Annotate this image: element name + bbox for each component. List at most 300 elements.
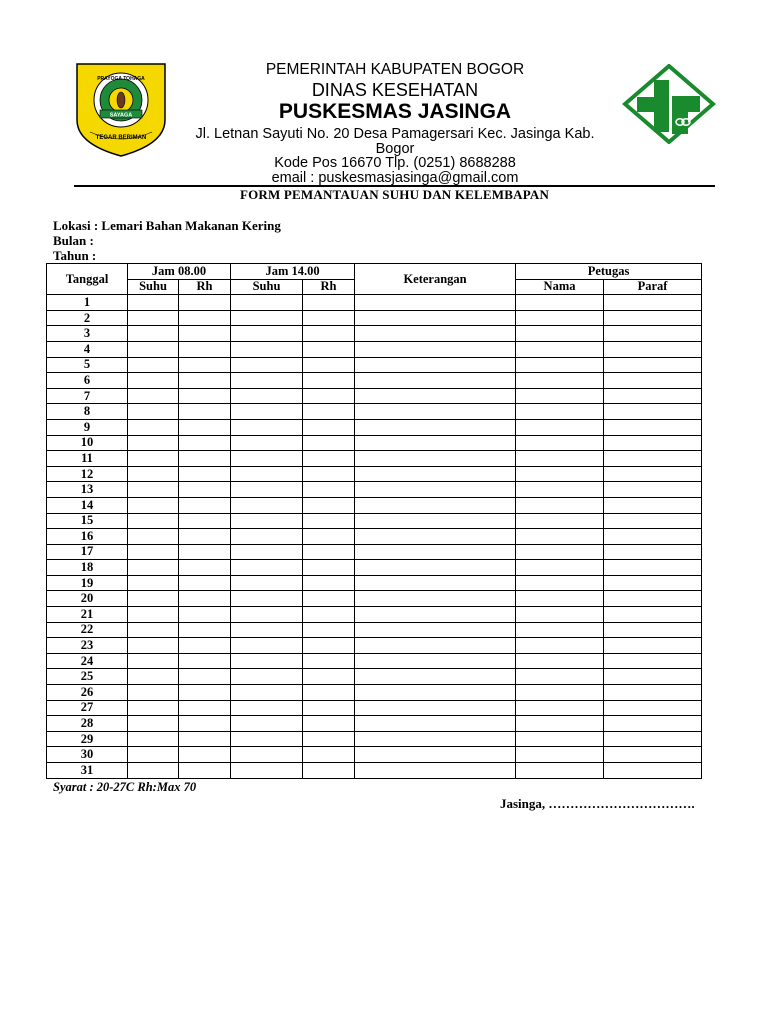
cell-tanggal: 11: [47, 451, 128, 467]
table-row: [47, 653, 702, 669]
cell-nama: [516, 388, 604, 404]
cell-jam1-suhu: [128, 653, 179, 669]
lokasi-label: Lokasi : Lemari Bahan Makanan Kering: [53, 218, 281, 233]
cell-tanggal: 7: [47, 388, 128, 404]
cell-jam2-suhu: [231, 310, 303, 326]
cell-jam1-suhu: [128, 669, 179, 685]
col-jam2-rh-header: Rh: [303, 279, 355, 295]
cell-keterangan: [355, 388, 516, 404]
cell-tanggal: 3: [47, 326, 128, 342]
table-row: [47, 716, 702, 732]
cell-jam2-suhu: [231, 357, 303, 373]
cell-jam2-suhu: [231, 638, 303, 654]
cell-jam1-suhu: [128, 575, 179, 591]
cell-jam1-suhu: [128, 685, 179, 701]
cell-jam1-rh: [179, 560, 231, 576]
tahun-label: Tahun :: [53, 248, 97, 263]
cell-jam2-suhu: [231, 388, 303, 404]
cell-paraf: [604, 747, 702, 763]
cell-nama: [516, 622, 604, 638]
cell-jam2-rh: [303, 716, 355, 732]
cell-paraf: [604, 357, 702, 373]
cell-jam1-rh: [179, 451, 231, 467]
cell-jam2-suhu: [231, 607, 303, 623]
col-jam1-header: Jam 08.00: [128, 264, 231, 280]
cell-keterangan: [355, 341, 516, 357]
cell-jam2-rh: [303, 622, 355, 638]
cell-keterangan: [355, 357, 516, 373]
cell-jam2-suhu: [231, 575, 303, 591]
cell-jam1-rh: [179, 466, 231, 482]
cell-jam2-rh: [303, 731, 355, 747]
table-row: [47, 357, 702, 373]
table-row: [47, 513, 702, 529]
cell-paraf: [604, 310, 702, 326]
cell-jam1-rh: [179, 419, 231, 435]
table-row: [47, 497, 702, 513]
cell-paraf: [604, 404, 702, 420]
cell-jam2-suhu: [231, 373, 303, 389]
cell-jam2-rh: [303, 638, 355, 654]
col-keterangan-header: Keterangan: [355, 264, 516, 295]
cell-jam2-rh: [303, 388, 355, 404]
cell-nama: [516, 295, 604, 311]
cell-keterangan: [355, 638, 516, 654]
cell-jam1-suhu: [128, 747, 179, 763]
table-row: [47, 388, 702, 404]
cell-tanggal: 23: [47, 638, 128, 654]
cell-jam1-suhu: [128, 295, 179, 311]
cell-jam2-suhu: [231, 653, 303, 669]
cell-jam2-suhu: [231, 669, 303, 685]
table-row: [47, 310, 702, 326]
cell-jam1-suhu: [128, 607, 179, 623]
cell-jam2-rh: [303, 341, 355, 357]
cell-nama: [516, 341, 604, 357]
cell-nama: [516, 310, 604, 326]
cell-jam1-rh: [179, 482, 231, 498]
cell-jam2-rh: [303, 591, 355, 607]
cell-jam1-suhu: [128, 622, 179, 638]
cell-jam2-rh: [303, 373, 355, 389]
cell-tanggal: 22: [47, 622, 128, 638]
table-row: [47, 404, 702, 420]
requirement-note: Syarat : 20-27C Rh:Max 70: [53, 780, 197, 794]
cell-jam2-rh: [303, 466, 355, 482]
cell-keterangan: [355, 513, 516, 529]
cell-jam1-rh: [179, 731, 231, 747]
table-row: [47, 435, 702, 451]
cell-tanggal: 10: [47, 435, 128, 451]
cell-jam1-rh: [179, 357, 231, 373]
cell-jam1-rh: [179, 638, 231, 654]
cell-keterangan: [355, 622, 516, 638]
col-jam1-suhu-header: Suhu: [128, 279, 179, 295]
cell-jam1-suhu: [128, 388, 179, 404]
emblem-banner-text: TEGAR BERIMAN: [95, 135, 147, 141]
cell-jam2-suhu: [231, 404, 303, 420]
cell-jam2-suhu: [231, 451, 303, 467]
cell-keterangan: [355, 529, 516, 545]
cell-nama: [516, 700, 604, 716]
col-jam1-rh-header: Rh: [179, 279, 231, 295]
cell-tanggal: 25: [47, 669, 128, 685]
cell-jam1-suhu: [128, 341, 179, 357]
cell-nama: [516, 435, 604, 451]
cell-paraf: [604, 700, 702, 716]
cell-jam1-rh: [179, 435, 231, 451]
cell-keterangan: [355, 700, 516, 716]
cell-jam1-suhu: [128, 497, 179, 513]
header-puskesmas-name: PUSKESMAS JASINGA: [278, 100, 512, 123]
col-jam2-header: Jam 14.00: [231, 264, 355, 280]
table-row: [47, 685, 702, 701]
cell-jam2-suhu: [231, 685, 303, 701]
cell-paraf: [604, 591, 702, 607]
cell-nama: [516, 326, 604, 342]
cell-jam1-suhu: [128, 310, 179, 326]
cell-nama: [516, 638, 604, 654]
cell-keterangan: [355, 373, 516, 389]
col-petugas-header: Petugas: [516, 264, 702, 280]
cell-paraf: [604, 513, 702, 529]
cell-nama: [516, 731, 604, 747]
cell-keterangan: [355, 295, 516, 311]
cell-jam2-suhu: [231, 466, 303, 482]
cell-nama: [516, 482, 604, 498]
cell-jam2-rh: [303, 575, 355, 591]
cell-jam2-rh: [303, 560, 355, 576]
header-government: PEMERINTAH KABUPATEN BOGOR: [265, 61, 525, 78]
cell-nama: [516, 575, 604, 591]
cell-jam2-suhu: [231, 419, 303, 435]
cell-tanggal: 16: [47, 529, 128, 545]
cell-jam1-suhu: [128, 435, 179, 451]
cell-tanggal: 20: [47, 591, 128, 607]
cell-paraf: [604, 373, 702, 389]
cell-nama: [516, 591, 604, 607]
table-row: [47, 544, 702, 560]
cell-nama: [516, 716, 604, 732]
cell-paraf: [604, 575, 702, 591]
table-row: [47, 607, 702, 623]
cell-paraf: [604, 451, 702, 467]
cell-jam1-rh: [179, 544, 231, 560]
table-row: [47, 373, 702, 389]
cell-paraf: [604, 419, 702, 435]
cell-jam2-suhu: [231, 295, 303, 311]
cell-keterangan: [355, 404, 516, 420]
cell-tanggal: 2: [47, 310, 128, 326]
cell-jam1-rh: [179, 373, 231, 389]
cell-jam1-suhu: [128, 731, 179, 747]
cell-jam2-rh: [303, 404, 355, 420]
cell-keterangan: [355, 731, 516, 747]
col-paraf-header: Paraf: [604, 279, 702, 295]
cell-keterangan: [355, 451, 516, 467]
cell-keterangan: [355, 310, 516, 326]
cell-jam2-suhu: [231, 544, 303, 560]
cell-tanggal: 27: [47, 700, 128, 716]
cell-jam1-suhu: [128, 357, 179, 373]
cell-jam2-rh: [303, 513, 355, 529]
cell-jam2-rh: [303, 529, 355, 545]
cell-tanggal: 12: [47, 466, 128, 482]
cell-paraf: [604, 560, 702, 576]
cell-jam1-rh: [179, 497, 231, 513]
cell-jam2-rh: [303, 419, 355, 435]
table-row: [47, 669, 702, 685]
cell-jam2-rh: [303, 669, 355, 685]
cell-paraf: [604, 685, 702, 701]
cell-paraf: [604, 497, 702, 513]
cell-jam1-rh: [179, 310, 231, 326]
cell-keterangan: [355, 466, 516, 482]
cell-jam2-suhu: [231, 326, 303, 342]
table-row: [47, 747, 702, 763]
cell-paraf: [604, 653, 702, 669]
cell-paraf: [604, 622, 702, 638]
cell-tanggal: 21: [47, 607, 128, 623]
table-row: [47, 638, 702, 654]
table-row: [47, 575, 702, 591]
cell-tanggal: 30: [47, 747, 128, 763]
cell-jam2-suhu: [231, 763, 303, 779]
cell-keterangan: [355, 575, 516, 591]
cell-jam1-rh: [179, 716, 231, 732]
table-row: [47, 451, 702, 467]
cell-paraf: [604, 669, 702, 685]
cell-nama: [516, 685, 604, 701]
cell-jam2-suhu: [231, 497, 303, 513]
cell-jam1-rh: [179, 326, 231, 342]
cell-jam1-suhu: [128, 763, 179, 779]
cell-paraf: [604, 341, 702, 357]
table-row: [47, 622, 702, 638]
cell-jam1-suhu: [128, 529, 179, 545]
cell-nama: [516, 497, 604, 513]
cell-jam2-rh: [303, 310, 355, 326]
cell-nama: [516, 513, 604, 529]
cell-nama: [516, 357, 604, 373]
cell-jam2-suhu: [231, 513, 303, 529]
cell-jam2-suhu: [231, 622, 303, 638]
cell-jam1-rh: [179, 388, 231, 404]
cell-keterangan: [355, 544, 516, 560]
header-email: email : puskesmasjasinga@gmail.com: [271, 170, 519, 186]
cell-jam2-rh: [303, 747, 355, 763]
cell-jam1-rh: [179, 513, 231, 529]
cell-nama: [516, 451, 604, 467]
cell-keterangan: [355, 326, 516, 342]
cell-jam1-suhu: [128, 560, 179, 576]
cell-jam1-suhu: [128, 638, 179, 654]
cell-tanggal: 31: [47, 763, 128, 779]
cell-nama: [516, 419, 604, 435]
table-row: [47, 295, 702, 311]
table-row: [47, 482, 702, 498]
cell-keterangan: [355, 497, 516, 513]
table-row: [47, 466, 702, 482]
cell-jam1-rh: [179, 653, 231, 669]
cell-jam1-rh: [179, 763, 231, 779]
cell-paraf: [604, 544, 702, 560]
cell-paraf: [604, 716, 702, 732]
table-row: [47, 419, 702, 435]
puskesmas-cross-logo-icon: [622, 64, 716, 144]
cell-keterangan: [355, 685, 516, 701]
cell-tanggal: 19: [47, 575, 128, 591]
cell-jam2-rh: [303, 435, 355, 451]
cell-keterangan: [355, 435, 516, 451]
bulan-label: Bulan :: [53, 233, 94, 248]
header-address: Jl. Letnan Sayuti No. 20 Desa Pamagersari Kec. Jasinga Kab.: [195, 126, 595, 142]
cell-jam1-rh: [179, 575, 231, 591]
cell-nama: [516, 544, 604, 560]
header-department: DINAS KESEHATAN: [311, 80, 479, 100]
cell-jam1-rh: [179, 700, 231, 716]
cell-jam1-suhu: [128, 591, 179, 607]
cell-nama: [516, 747, 604, 763]
cell-jam2-rh: [303, 700, 355, 716]
table-row: [47, 700, 702, 716]
cell-jam2-rh: [303, 482, 355, 498]
kabupaten-bogor-emblem-icon: [74, 62, 168, 158]
cell-jam2-suhu: [231, 560, 303, 576]
col-nama-header: Nama: [516, 279, 604, 295]
col-jam2-suhu-header: Suhu: [231, 279, 303, 295]
cell-tanggal: 8: [47, 404, 128, 420]
table-row: [47, 341, 702, 357]
cell-tanggal: 17: [47, 544, 128, 560]
table-row: [47, 731, 702, 747]
cell-jam2-suhu: [231, 700, 303, 716]
cell-tanggal: 29: [47, 731, 128, 747]
cell-jam1-suhu: [128, 513, 179, 529]
cell-paraf: [604, 388, 702, 404]
cell-nama: [516, 373, 604, 389]
cell-tanggal: 13: [47, 482, 128, 498]
cell-tanggal: 15: [47, 513, 128, 529]
cell-jam2-rh: [303, 685, 355, 701]
cell-paraf: [604, 638, 702, 654]
cell-nama: [516, 560, 604, 576]
cell-nama: [516, 607, 604, 623]
cell-keterangan: [355, 747, 516, 763]
cell-jam2-rh: [303, 326, 355, 342]
cell-nama: [516, 529, 604, 545]
cell-nama: [516, 669, 604, 685]
cell-jam1-rh: [179, 404, 231, 420]
cell-keterangan: [355, 669, 516, 685]
cell-paraf: [604, 607, 702, 623]
cell-jam2-rh: [303, 451, 355, 467]
cell-jam1-rh: [179, 747, 231, 763]
cell-keterangan: [355, 716, 516, 732]
cell-jam1-rh: [179, 529, 231, 545]
cell-keterangan: [355, 482, 516, 498]
cell-nama: [516, 653, 604, 669]
cell-jam2-suhu: [231, 341, 303, 357]
cell-jam1-rh: [179, 591, 231, 607]
cell-tanggal: 4: [47, 341, 128, 357]
cell-keterangan: [355, 419, 516, 435]
cell-jam1-suhu: [128, 404, 179, 420]
cell-keterangan: [355, 560, 516, 576]
cell-jam2-rh: [303, 357, 355, 373]
cell-jam1-rh: [179, 607, 231, 623]
cell-jam1-suhu: [128, 326, 179, 342]
cell-jam1-suhu: [128, 544, 179, 560]
cell-tanggal: 14: [47, 497, 128, 513]
emblem-top-text: PRAYOGA TOHAGA: [97, 76, 145, 82]
cell-jam2-rh: [303, 497, 355, 513]
cell-tanggal: 18: [47, 560, 128, 576]
cell-tanggal: 6: [47, 373, 128, 389]
cell-nama: [516, 466, 604, 482]
cell-jam1-rh: [179, 295, 231, 311]
cell-jam2-rh: [303, 295, 355, 311]
cell-jam2-suhu: [231, 747, 303, 763]
table-row: [47, 529, 702, 545]
cell-nama: [516, 763, 604, 779]
cell-keterangan: [355, 591, 516, 607]
cell-paraf: [604, 435, 702, 451]
cell-paraf: [604, 326, 702, 342]
table-row: [47, 763, 702, 779]
cell-jam1-suhu: [128, 700, 179, 716]
cell-jam2-suhu: [231, 529, 303, 545]
cell-jam1-suhu: [128, 482, 179, 498]
emblem-center-text: SAYAGA: [109, 112, 133, 119]
form-title: FORM PEMANTAUAN SUHU DAN KELEMBAPAN: [239, 187, 550, 202]
cell-tanggal: 5: [47, 357, 128, 373]
cell-jam2-suhu: [231, 731, 303, 747]
cell-jam2-suhu: [231, 591, 303, 607]
cell-paraf: [604, 763, 702, 779]
cell-paraf: [604, 295, 702, 311]
cell-paraf: [604, 466, 702, 482]
cell-tanggal: 9: [47, 419, 128, 435]
monitoring-table: [46, 263, 702, 779]
cell-jam1-suhu: [128, 466, 179, 482]
cell-paraf: [604, 482, 702, 498]
header-address-cont: Bogor: [375, 141, 415, 157]
cell-jam2-suhu: [231, 482, 303, 498]
cell-paraf: [604, 529, 702, 545]
cell-paraf: [604, 731, 702, 747]
cell-jam1-suhu: [128, 419, 179, 435]
table-row: [47, 591, 702, 607]
cell-jam1-rh: [179, 685, 231, 701]
cell-jam2-suhu: [231, 716, 303, 732]
cell-tanggal: 26: [47, 685, 128, 701]
table-body: [47, 295, 702, 778]
table-row: [47, 560, 702, 576]
cell-jam1-suhu: [128, 373, 179, 389]
col-tanggal-header: Tanggal: [47, 264, 128, 295]
cell-tanggal: 28: [47, 716, 128, 732]
cell-tanggal: 24: [47, 653, 128, 669]
cell-nama: [516, 404, 604, 420]
cell-jam1-suhu: [128, 716, 179, 732]
table-row: [47, 326, 702, 342]
cell-jam2-rh: [303, 653, 355, 669]
cell-jam1-suhu: [128, 451, 179, 467]
cell-jam2-suhu: [231, 435, 303, 451]
cell-jam1-rh: [179, 341, 231, 357]
cell-jam1-rh: [179, 622, 231, 638]
